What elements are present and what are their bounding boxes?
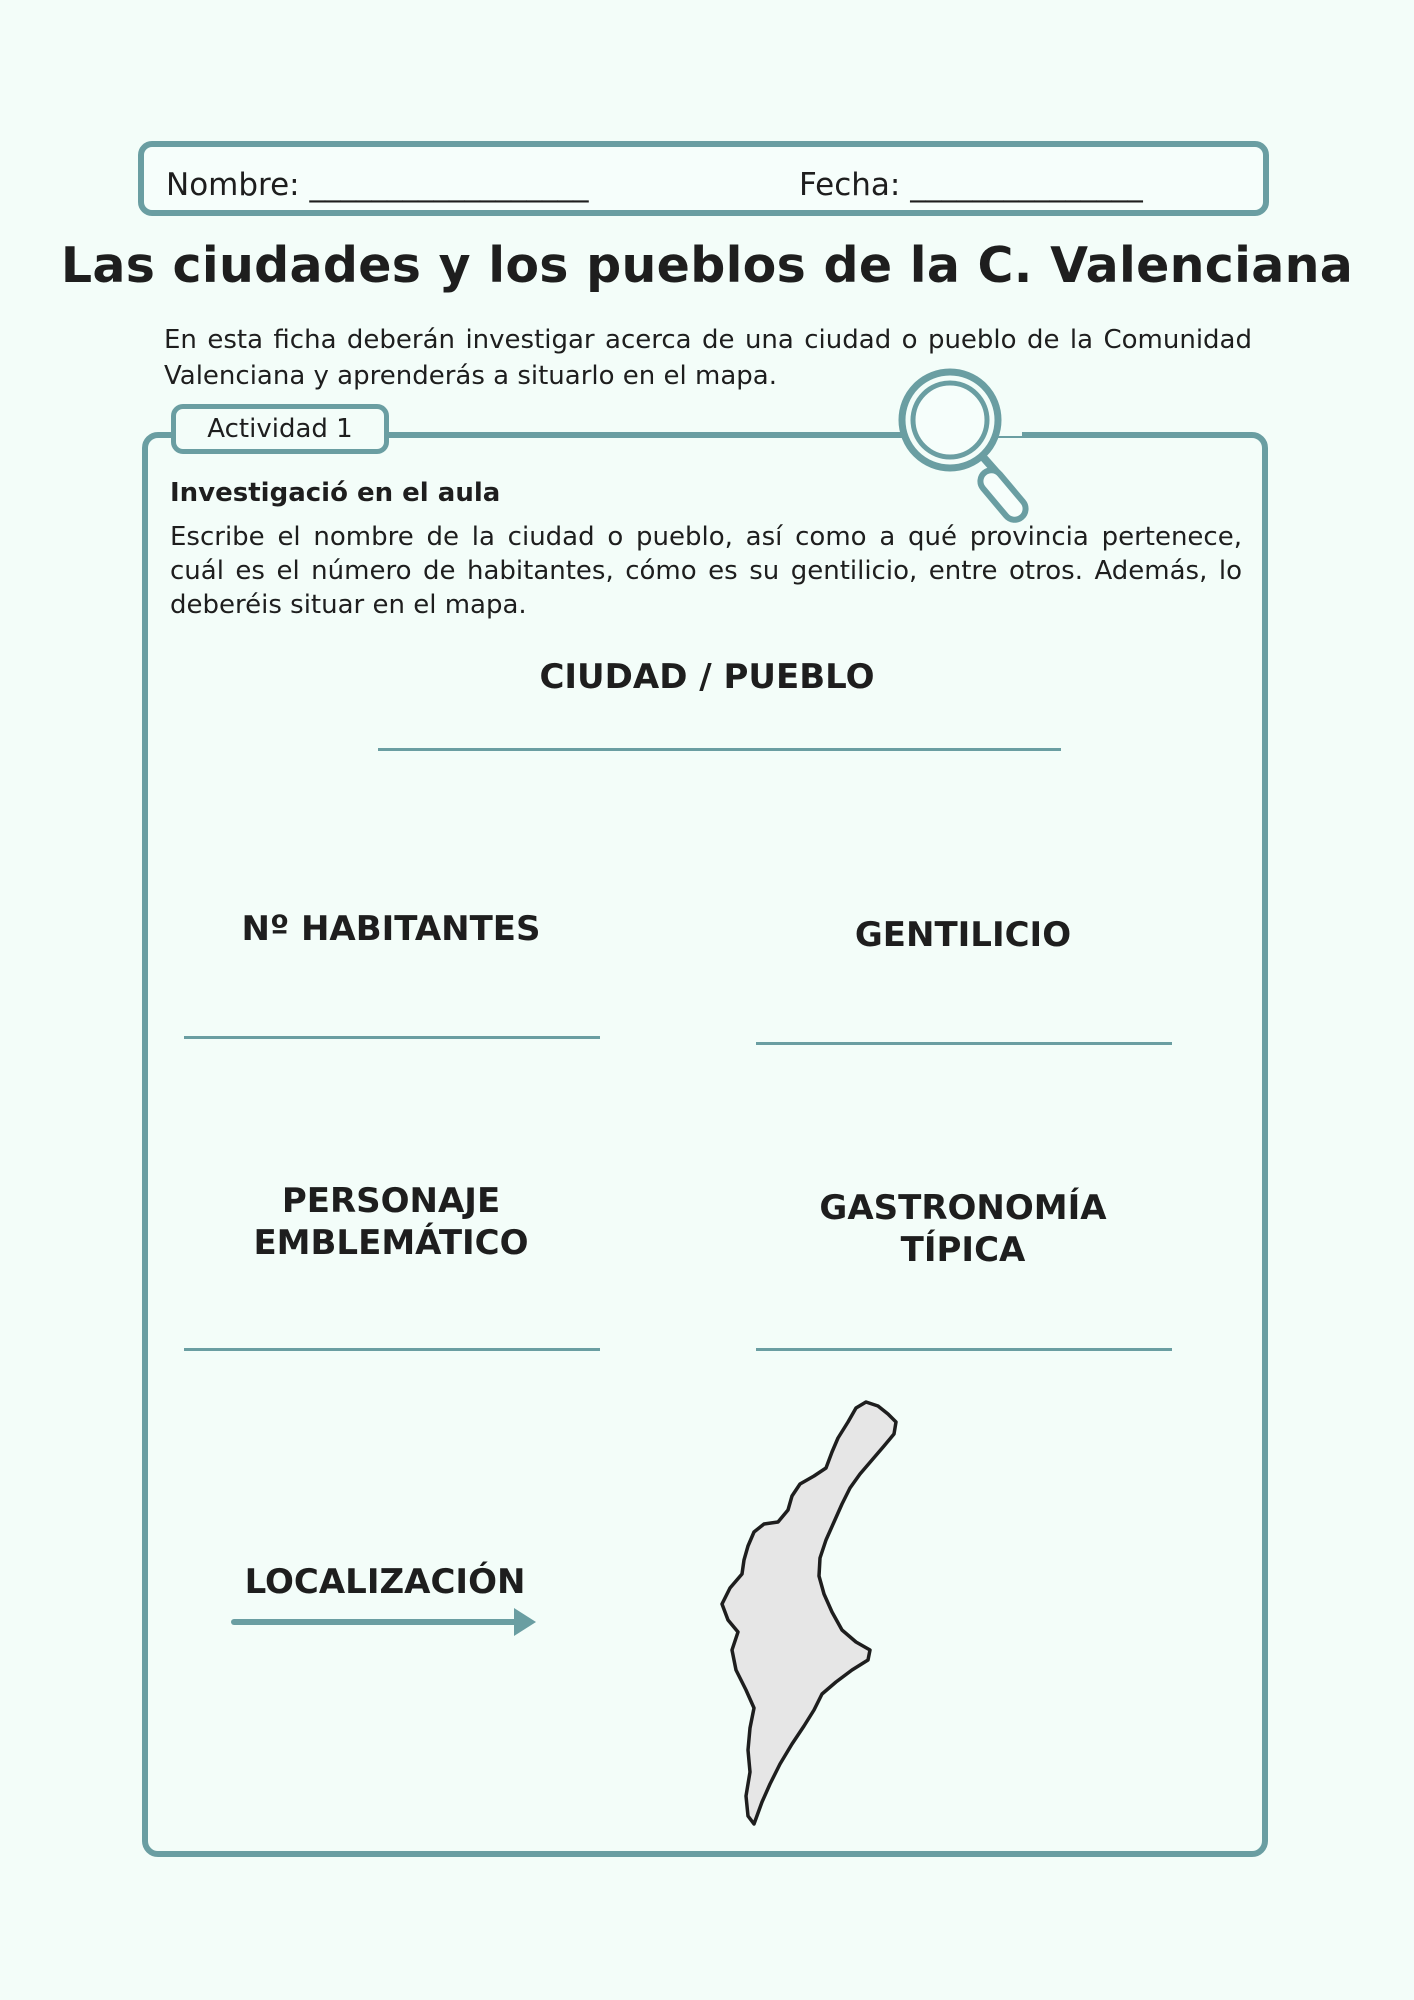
activity-tab: Actividad 1 <box>171 404 389 454</box>
student-info-box <box>138 141 1269 216</box>
activity-box <box>142 432 1268 1857</box>
city-label: CIUDAD / PUEBLO <box>539 657 875 697</box>
character-label-line2: EMBLEMÁTICO <box>253 1223 529 1263</box>
inhabitants-label: Nº HABITANTES <box>241 909 541 949</box>
demonym-label: GENTILICIO <box>854 915 1072 955</box>
character-answer-line[interactable] <box>184 1348 600 1351</box>
demonym-answer-line[interactable] <box>756 1042 1172 1045</box>
location-label: LOCALIZACIÓN <box>244 1562 526 1602</box>
gastronomy-label-line2: TÍPICA <box>900 1230 1026 1270</box>
date-field[interactable]: Fecha: _______________ <box>799 167 1143 203</box>
arrow-right-icon <box>230 1605 540 1641</box>
character-label-line1: PERSONAJE <box>281 1181 501 1221</box>
activity-instructions: Escribe el nombre de la ciudad o pueblo, así como a qué provincia pertenece, cuál es el número de habitantes, cómo es su gentilicio, entre otros. Además, lo deberéis situar en el mapa. <box>170 522 1242 620</box>
comunidad-valenciana-map[interactable] <box>720 1398 960 1838</box>
magnifying-glass-icon <box>890 364 1040 534</box>
inhabitants-answer-line[interactable] <box>184 1036 600 1039</box>
intro-text: En esta ficha deberán investigar acerca de una ciudad o pueblo de la Comunidad Valenciana y aprenderás a situarlo en el mapa. <box>164 325 1252 391</box>
gastronomy-label-line1: GASTRONOMÍA <box>819 1188 1107 1228</box>
character-label <box>191 1180 591 1264</box>
activity-subtitle: Investigació en el aula <box>170 478 501 508</box>
page-title: Las ciudades y los pueblos de la C. Valenciana <box>60 237 1354 294</box>
gastronomy-answer-line[interactable] <box>756 1348 1172 1351</box>
name-field[interactable]: Nombre: __________________ <box>166 167 589 203</box>
city-answer-line[interactable] <box>378 748 1061 751</box>
gastronomy-label <box>763 1187 1163 1271</box>
